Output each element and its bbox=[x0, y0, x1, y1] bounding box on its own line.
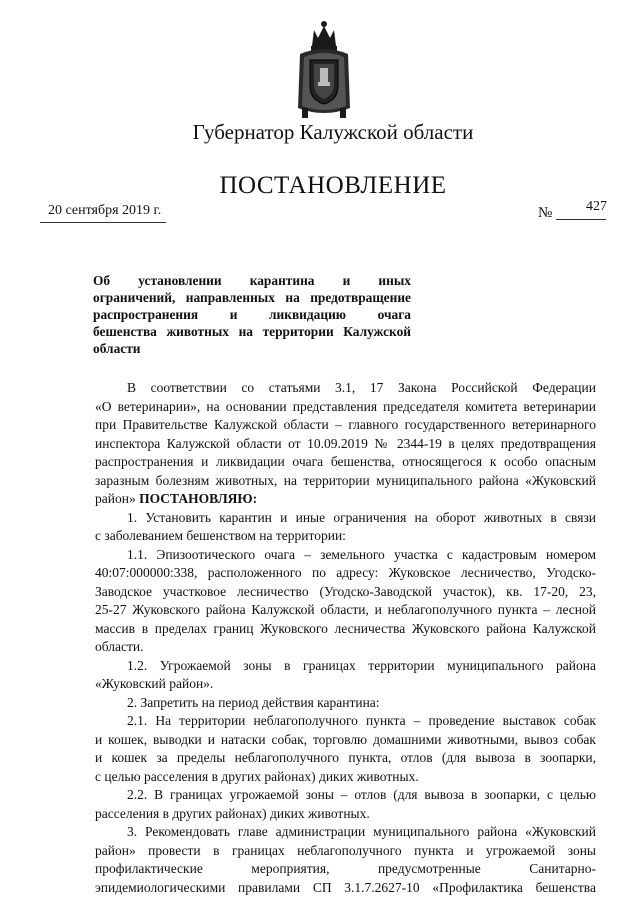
number-underline bbox=[556, 219, 606, 220]
body-line: 3. Рекомендовать главе администрации муниципального района «Жуковский bbox=[127, 824, 596, 839]
body-line: распространения и ликвидации очага бешенства, относящегося к особо опасным bbox=[95, 454, 596, 469]
body-line: «Жуковский район». bbox=[95, 676, 214, 691]
body-line: с целью расселения в других районах) диких животных. bbox=[95, 768, 419, 784]
document-type-title: ПОСТАНОВЛЕНИЕ bbox=[219, 172, 447, 199]
document-subject bbox=[93, 272, 411, 357]
body-line: «О ветеринарии», на основании представления председателя комитета ветеринарии bbox=[95, 398, 596, 414]
document-number: 427 bbox=[586, 199, 607, 214]
body-line: район» bbox=[95, 491, 136, 506]
body-line: 1.1. Эпизоотического очага – земельного участка с кадастровым номером bbox=[127, 546, 596, 562]
body-line: 1. Установить карантин и иные ограничения на оборот животных в связи bbox=[127, 509, 596, 525]
body-line: 25-27 Жуковского района Калужской области, и неблагополучного пункта – лесной bbox=[95, 602, 596, 617]
body-line: 40:07:000000:338, расположенного по адресу: Жуковское лесничество, Угодско- bbox=[95, 565, 596, 580]
body-line: В соответствии со статьями 3.1, 17 Закона Российской Федерации bbox=[127, 380, 596, 395]
issuing-authority: Губернатор Калужской области bbox=[192, 120, 474, 144]
subject-line: Об установлении карантина и иных bbox=[93, 273, 411, 288]
body-line: массив в пределах границ Жуковского лесничества Жуковского района Калужской bbox=[95, 620, 596, 636]
kaluga-coat-of-arms-icon bbox=[296, 20, 352, 120]
subject-line: ограничений, направленных на предотвращение bbox=[93, 290, 411, 305]
body-line: инспектора Калужской области от 10.09.2019 № 2344-19 в целях предотвращения bbox=[95, 435, 596, 451]
date-underline bbox=[40, 222, 166, 223]
body-line: при Правительстве Калужской области – главного государственного ветеринарного bbox=[95, 417, 596, 432]
body-line: с заболеванием бешенством на территории: bbox=[95, 528, 346, 543]
body-line: район» провести в границах неблагополучного пункта и угрожаемой зоны bbox=[95, 842, 596, 858]
body-line: 2. Запретить на период действия карантина: bbox=[127, 694, 380, 710]
body-line: 1.2. Угрожаемой зоны в границах территории муниципального района bbox=[127, 657, 596, 673]
number-label: № bbox=[538, 205, 553, 221]
document-body bbox=[95, 379, 596, 897]
body-line: Заводское участковое лесничество (Угодско-Заводской участок), кв. 17-20, 23, bbox=[95, 583, 596, 599]
decree-word: ПОСТАНОВЛЯЮ: bbox=[139, 491, 258, 506]
subject-line: распространения и ликвидацию очага bbox=[93, 307, 411, 322]
body-line-with-decree bbox=[95, 490, 596, 509]
body-line: заразным болезням животных, на территории муниципального района «Жуковский bbox=[95, 472, 596, 488]
body-line: области. bbox=[95, 639, 144, 654]
body-line: эпидемиологическими правилами СП 3.1.7.2627-10 «Профилактика бешенства bbox=[95, 879, 596, 895]
body-line: и кошек, выводки и натаски собак, торговлю домашними животными, вывоз собак bbox=[95, 731, 596, 747]
subject-line: области bbox=[93, 341, 141, 356]
subject-line: бешенства животных на территории Калужской bbox=[93, 324, 411, 339]
body-line: 2.2. В границах угрожаемой зоны – отлов (для вывоза в зоопарки, с целью bbox=[127, 787, 596, 802]
body-line: профилактические мероприятия, предусмотренные Санитарно- bbox=[95, 861, 596, 876]
document-date: 20 сентября 2019 г. bbox=[48, 203, 162, 218]
body-line: расселения в других районах) диких животных. bbox=[95, 805, 370, 821]
body-line: 2.1. На территории неблагополучного пункта – проведение выставок собак bbox=[127, 713, 596, 728]
body-line: и кошек за пределы неблагополучного пункта, отлов (для вывоза в зоопарки, bbox=[95, 750, 596, 765]
